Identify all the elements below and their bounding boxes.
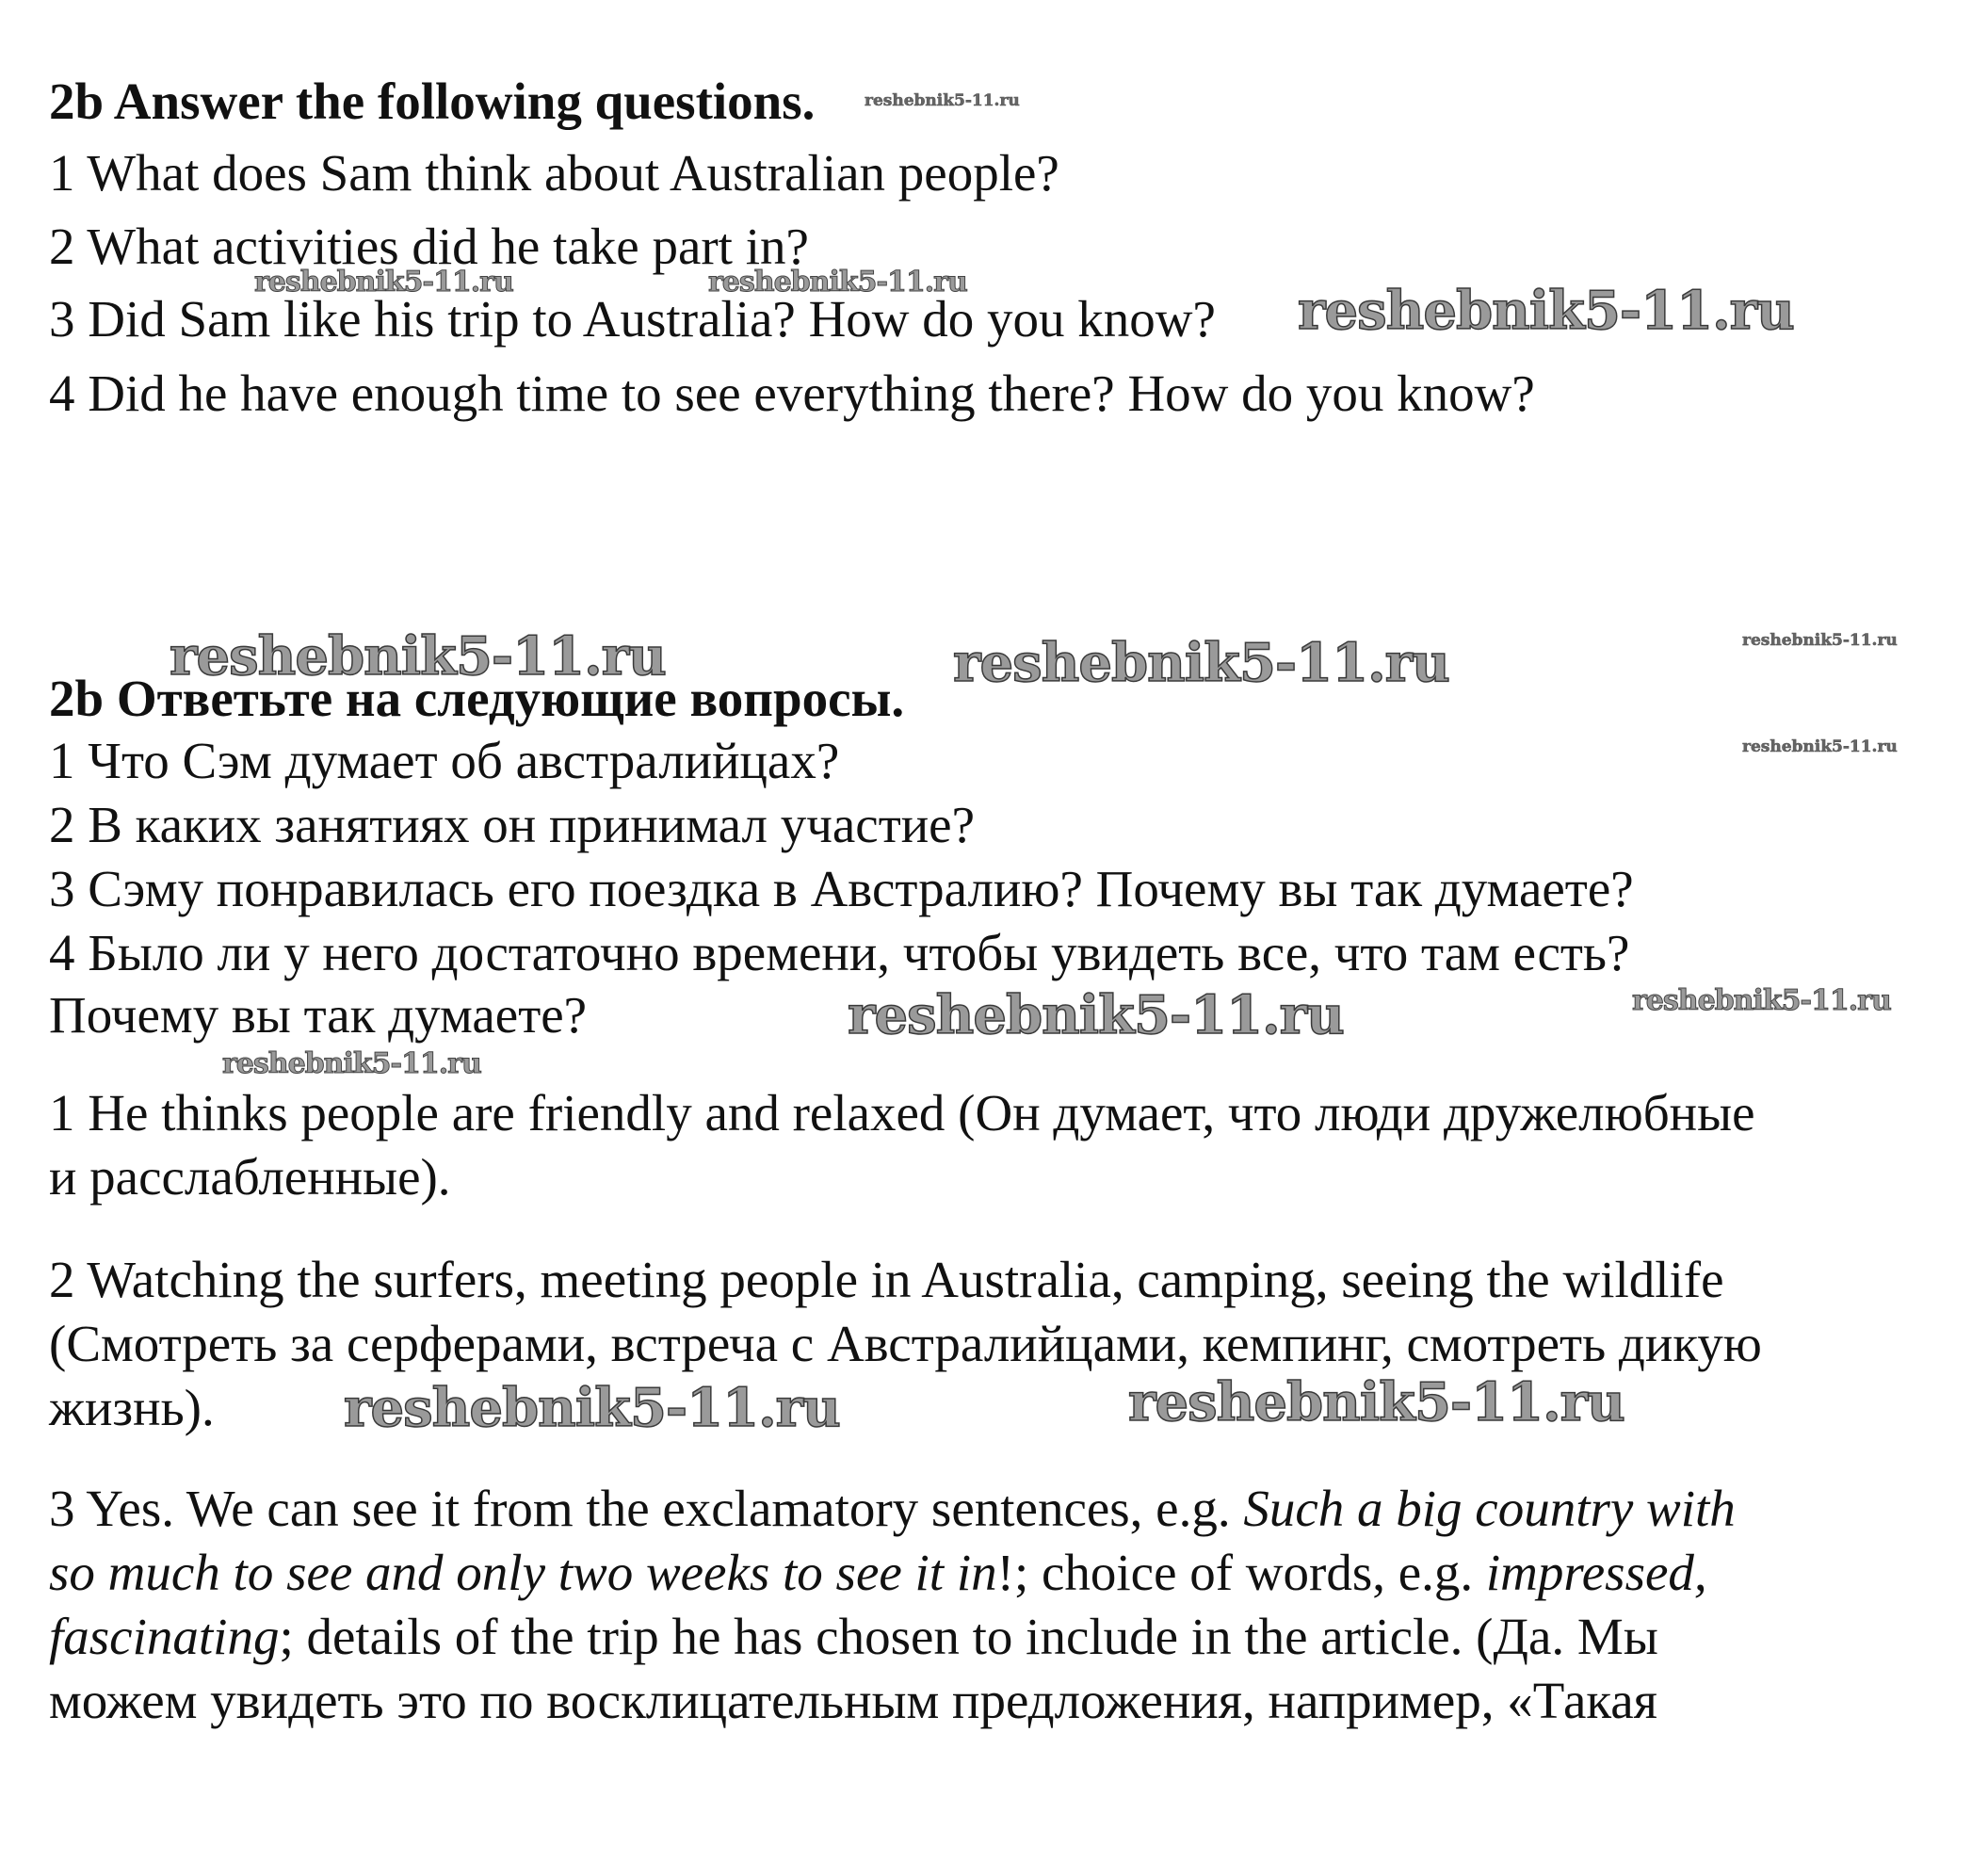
answer-1-line-1: 1 He thinks people are friendly and relaxed (Он думает, что люди дружелюбные: [49, 1084, 1755, 1141]
heading-en: 2b Answer the following questions.: [49, 73, 816, 130]
answer-3-quote: so much to see and only two weeks to see it in: [49, 1544, 997, 1601]
answer-3-line-4: можем увидеть это по восклицательным предложения, например, «Такая: [49, 1672, 1657, 1729]
watermark: reshebnik5-11.ru: [708, 266, 967, 299]
watermark: reshebnik5-11.ru: [865, 91, 1020, 110]
question-en-3: 3 Did Sam like his trip to Australia? How do you know?: [49, 290, 1216, 348]
watermark: reshebnik5-11.ru: [222, 1047, 481, 1080]
watermark: reshebnik5-11.ru: [1632, 984, 1891, 1017]
watermark: reshebnik5-11.ru: [848, 984, 1344, 1046]
watermark: reshebnik5-11.ru: [170, 625, 666, 688]
answer-2-line-1: 2 Watching the surfers, meeting people in Australia, camping, seeing the wildlife: [49, 1251, 1724, 1308]
question-en-1: 1 What does Sam think about Australian people?: [49, 144, 1059, 202]
heading-ru: 2b Ответьте на следующие вопросы.: [49, 670, 905, 727]
answer-1-line-2: и расслабленные).: [49, 1148, 451, 1206]
answer-3-text: !; choice of words, e.g.: [996, 1544, 1486, 1601]
question-en-2: 2 What activities did he take part in?: [49, 218, 809, 275]
watermark: reshebnik5-11.ru: [1298, 280, 1794, 342]
question-ru-4-cont: Почему вы так думаете?: [49, 986, 588, 1044]
answer-3-quote: fascinating: [49, 1608, 280, 1665]
watermark: reshebnik5-11.ru: [1128, 1371, 1624, 1433]
watermark: reshebnik5-11.ru: [254, 266, 513, 299]
answer-3-line-3: [49, 1605, 1658, 1669]
question-ru-1: 1 Что Сэм думает об австралийцах?: [49, 732, 840, 789]
answer-2-line-3: жизнь).: [49, 1379, 215, 1436]
answer-3-quote: Such a big country with: [1243, 1480, 1736, 1537]
watermark: reshebnik5-11.ru: [1742, 737, 1898, 756]
answer-3-quote: impressed,: [1485, 1544, 1707, 1601]
question-ru-4: 4 Было ли у него достаточно времени, чтобы увидеть все, что там есть?: [49, 924, 1630, 981]
answer-3-text: 3 Yes. We can see it from the exclamatory sentences, e.g.: [49, 1480, 1244, 1537]
question-ru-2: 2 В каких занятиях он принимал участие?: [49, 796, 975, 853]
watermark: reshebnik5-11.ru: [953, 632, 1449, 694]
answer-3-line-1: [49, 1477, 1736, 1541]
question-ru-3: 3 Сэму понравилась его поездка в Австралию? Почему вы так думаете?: [49, 860, 1634, 917]
watermark: reshebnik5-11.ru: [1742, 631, 1898, 650]
question-en-4: 4 Did he have enough time to see everything there? How do you know?: [49, 364, 1535, 422]
answer-2-line-2: (Смотреть за серферами, встреча с Австралийцами, кемпинг, смотреть дикую: [49, 1315, 1762, 1372]
answer-3-text: ; details of the trip he has chosen to include in the article. (Да. Мы: [279, 1608, 1658, 1665]
answer-3-line-2: [49, 1541, 1707, 1605]
watermark: reshebnik5-11.ru: [344, 1377, 840, 1439]
